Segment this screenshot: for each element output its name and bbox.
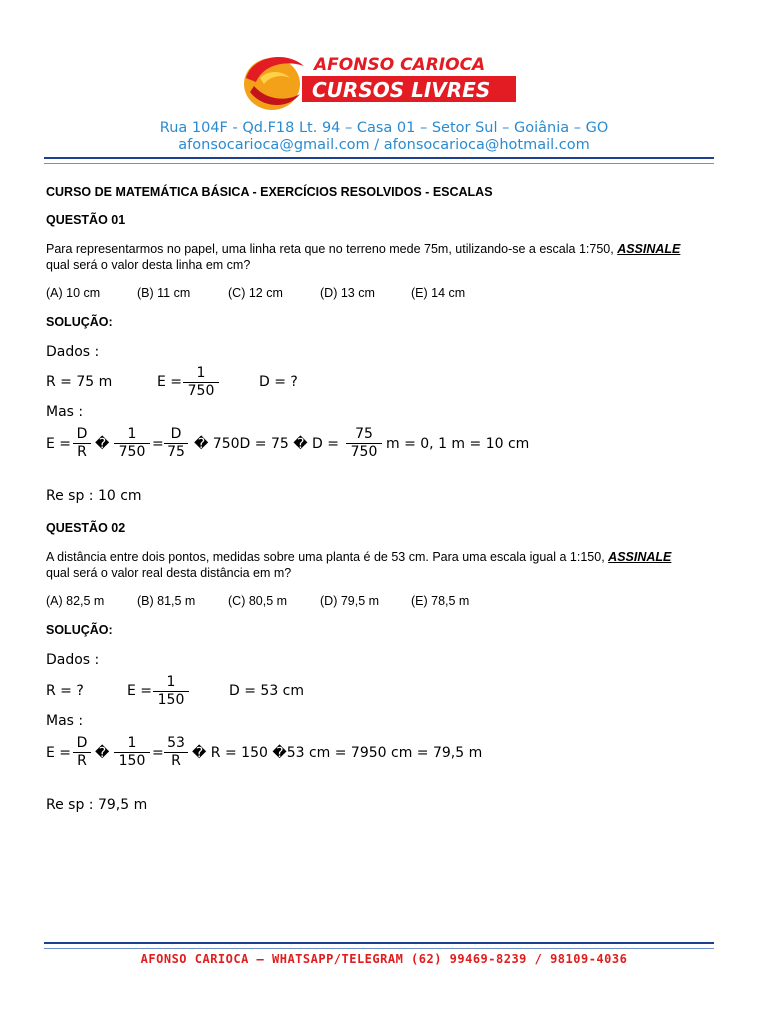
q2-heading: QUESTÃO 02 [46,521,126,535]
q1-solution-heading: SOLUÇÃO: [46,315,113,329]
q1-text-line1 [46,242,680,256]
q1-frac-1-750-den: 750 [118,444,146,460]
q2-option-e: (E) 78,5 m [411,594,470,608]
q1-option-e: (E) 14 cm [411,286,466,300]
q2-frac-dr-den: R [77,753,87,769]
q1-text-line2: qual será o valor desta linha em cm? [46,258,251,272]
q1-frac-1-750 [114,426,150,461]
q1-r-eq: R = 75 m [46,374,113,390]
q2-frac-53-r [164,735,188,770]
q2-e-fraction [153,674,189,709]
q1-d-eq: D = ? [259,374,298,390]
q1-frac-1-750-num: 1 [114,426,150,444]
q1-frac-dr [73,426,91,461]
q2-e-eq: E = [127,683,153,699]
q2-option-d: (D) 79,5 m [320,594,380,608]
q1-e-fraction [183,365,219,400]
q1-dados: Dados : [46,344,100,360]
q1-frac-75-750-num: 75 [346,426,382,444]
footer-divider [44,942,714,949]
q2-r-eq: R = ? [46,683,84,699]
q2-frac-1-150-num: 1 [114,735,150,753]
q2-option-a: (A) 82,5 m [46,594,105,608]
q2-frac-53-r-num: 53 [164,735,188,753]
header-divider [44,157,714,164]
q2-e-num: 1 [153,674,189,692]
q1-option-c: (C) 12 cm [228,286,283,300]
q1-step-e: E = [46,436,72,452]
q1-frac-d-75 [164,426,188,461]
q2-option-b: (B) 81,5 m [137,594,196,608]
q1-e-num: 1 [183,365,219,383]
q1-e-den: 750 [187,383,215,399]
q2-d-eq: D = 53 cm [229,683,305,699]
q1-option-a: (A) 10 cm [46,286,101,300]
q1-frac-dr-num: D [73,426,91,444]
q2-text-line2: qual será o valor real desta distância em m? [46,566,292,580]
q1-text-pre: Para representarmos no papel, uma linha reta que no terreno mede 75m, utilizando-se a escala 1:750, [46,242,614,256]
q2-answer: Re sp : 79,5 m [46,797,148,813]
email-line: afonsocarioca@gmail.com / afonsocarioca@hotmail.com [178,137,590,153]
q1-frac-d-75-num: D [164,426,188,444]
q1-e-eq: E = [157,374,183,390]
q2-solution-heading: SOLUÇÃO: [46,623,113,637]
q2-e-den: 150 [157,692,185,708]
q2-assinale: ASSINALE [608,550,672,564]
q1-frac-d-75-den: 75 [167,444,185,460]
logo-bar-text: CURSOS LIVRES [312,78,491,102]
q1-assinale: ASSINALE [617,242,681,256]
q1-heading: QUESTÃO 01 [46,213,126,227]
q2-mas: Mas : [46,713,84,729]
q2-dados: Dados : [46,652,100,668]
q2-result: � R = 150 �53 cm = 7950 cm = 79,5 m [192,745,483,761]
q2-text-pre: A distância entre dois pontos, medidas sobre uma planta é de 53 cm. Para uma escala igual a 1:150, [46,550,605,564]
q2-step-e: E = [46,745,72,761]
q2-text-line1 [46,550,671,564]
q2-frac-dr [73,735,91,770]
address-line: Rua 104F - Qd.F18 Lt. 94 – Casa 01 – Setor Sul – Goiânia – GO [159,120,609,136]
q2-arrow: � [95,745,110,761]
q1-middle-step: � 750D = 75 � D = [194,436,339,452]
q1-result: m = 0, 1 m = 10 cm [386,436,530,452]
q1-arrow: � [95,436,110,452]
q1-frac-75-750 [346,426,382,461]
q1-eq-sign: = [152,436,164,452]
q2-frac-53-r-den: R [171,753,181,769]
logo-top-text: AFONSO CARIOCA [314,55,486,75]
footer-contact: AFONSO CARIOCA – WHATSAPP/TELEGRAM (62) 99469-8239 / 98109-4036 [140,952,628,966]
q1-mas: Mas : [46,404,84,420]
q2-option-c: (C) 80,5 m [228,594,288,608]
q2-eq-sign: = [152,745,164,761]
q1-option-d: (D) 13 cm [320,286,375,300]
q2-frac-1-150 [114,735,150,770]
q1-answer: Re sp : 10 cm [46,488,142,504]
q2-frac-dr-num: D [73,735,91,753]
q2-frac-1-150-den: 150 [118,753,146,769]
company-logo [242,48,520,114]
q1-frac-75-750-den: 750 [350,444,378,460]
document-title: CURSO DE MATEMÁTICA BÁSICA - EXERCÍCIOS RESOLVIDOS - ESCALAS [46,185,493,199]
q1-frac-dr-den: R [77,444,87,460]
q1-option-b: (B) 11 cm [137,286,191,300]
